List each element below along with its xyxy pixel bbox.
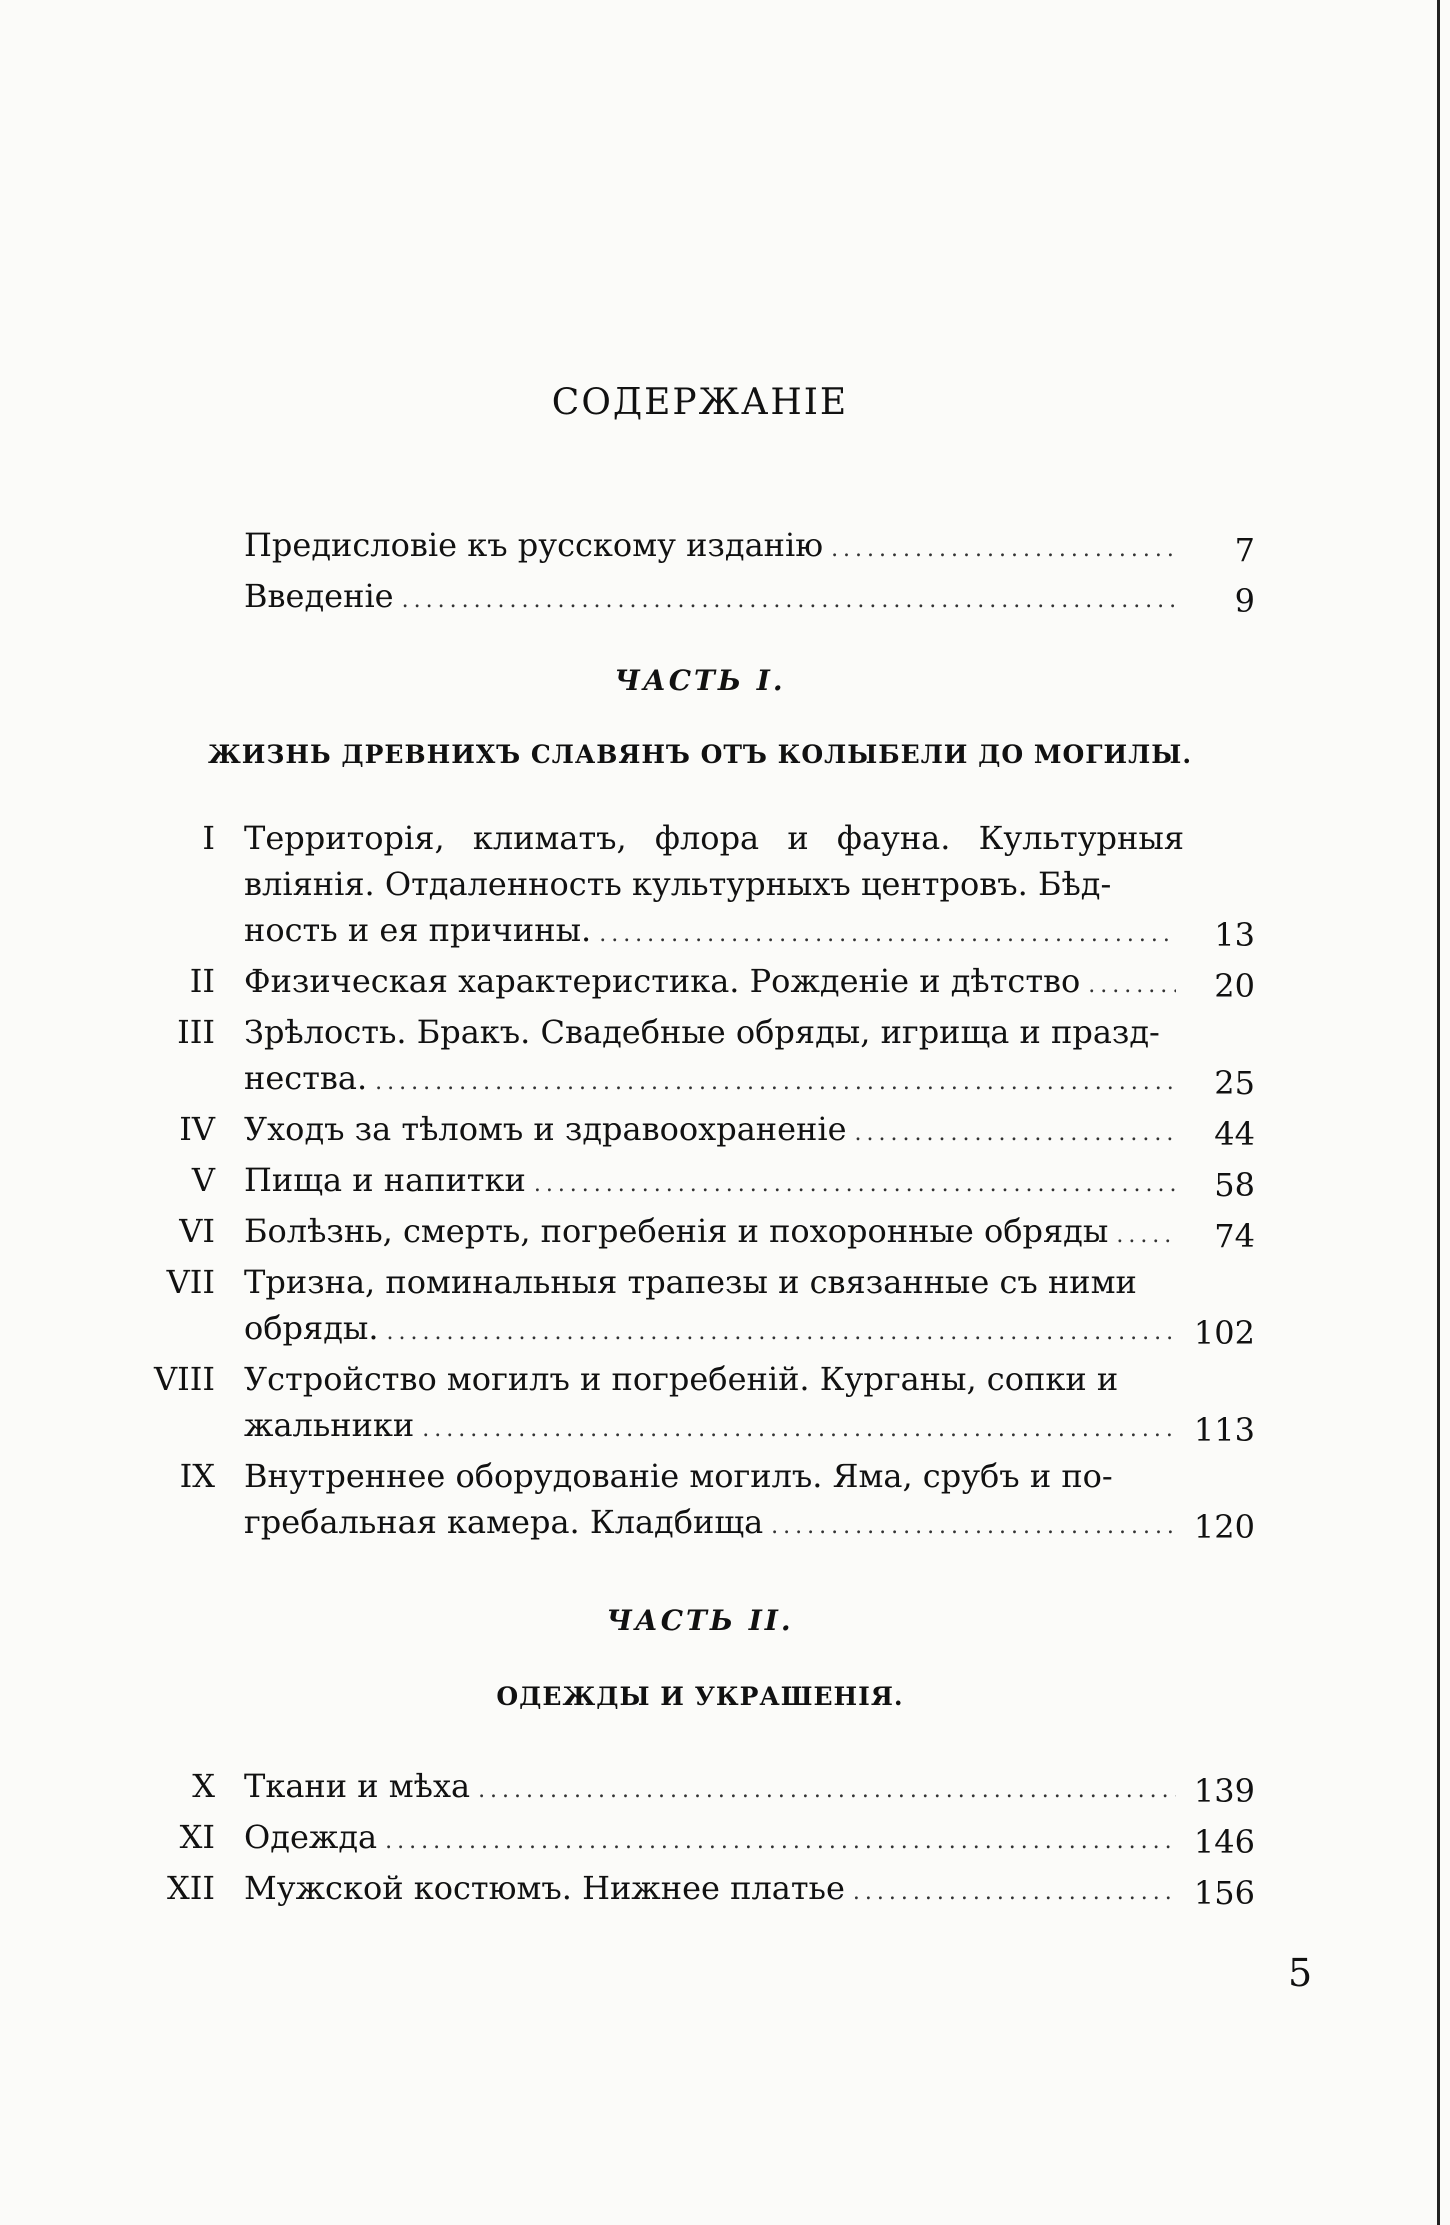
leader-dots xyxy=(853,1870,1176,1916)
chapter-number: XI xyxy=(179,1818,215,1856)
entry-page: 120 xyxy=(1193,1508,1255,1546)
toc-entry xyxy=(0,522,1450,573)
entry-label: обряды. xyxy=(244,1309,379,1347)
entry-label: Ткани и мѣха xyxy=(244,1767,471,1805)
chapter-number: IX xyxy=(179,1457,215,1495)
entry-lead-text: Устройство могилъ и погребеній. Курганы, сопки и xyxy=(244,1360,1119,1398)
toc-entry xyxy=(0,958,1450,1009)
leader-dots xyxy=(422,1407,1176,1453)
toc-entry xyxy=(0,1865,1450,1916)
entry-label: Болѣзнь, смерть, погребенія и похоронные обряды xyxy=(244,1212,1109,1250)
leader-dots xyxy=(385,1819,1176,1865)
page-number: 5 xyxy=(1288,1951,1313,1995)
toc-entry xyxy=(0,1356,1450,1453)
chapter-number: III xyxy=(177,1013,215,1051)
entry-page: 113 xyxy=(1193,1411,1255,1449)
entry-page: 74 xyxy=(1214,1217,1255,1255)
entry-label: Предисловіе къ русскому изданію xyxy=(244,526,824,564)
toc-entry xyxy=(0,1208,1450,1259)
entry-page: 25 xyxy=(1214,1064,1255,1102)
leader-dots xyxy=(831,527,1176,573)
part1-subtitle: ЖИЗНЬ ДРЕВНИХЪ СЛАВЯНЪ ОТЪ КОЛЫБЕЛИ ДО МОГИЛЫ. xyxy=(207,740,1193,769)
entry-page: 102 xyxy=(1193,1314,1255,1352)
toc-entry xyxy=(0,1259,1450,1356)
entry-page: 146 xyxy=(1193,1823,1255,1861)
chapter-number: II xyxy=(189,962,215,1000)
chapter-number: I xyxy=(202,819,215,857)
entry-label: Уходъ за тѣломъ и здравоохраненіе xyxy=(244,1110,847,1148)
part1-heading: ЧАСТЬ I. xyxy=(614,664,786,697)
page-title: СОДЕРЖАНІЕ xyxy=(551,382,849,423)
entry-label: Физическая характеристика. Рожденіе и дѣтство xyxy=(244,962,1081,1000)
chapter-number: VI xyxy=(179,1212,215,1250)
entry-page: 13 xyxy=(1214,916,1255,954)
entry-lead-text: Внутреннее оборудованіе могилъ. Яма, срубъ и по- xyxy=(244,1457,1113,1495)
toc-entry xyxy=(0,1009,1450,1106)
entry-page: 20 xyxy=(1214,967,1255,1005)
entry-lead-text: Зрѣлость. Бракъ. Свадебные обряды, игрища и празд- xyxy=(244,1013,1160,1051)
leader-dots xyxy=(402,578,1176,624)
leader-dots xyxy=(599,912,1176,958)
leader-dots xyxy=(771,1504,1176,1550)
entry-label: Пища и напитки xyxy=(244,1161,526,1199)
leader-dots xyxy=(534,1162,1176,1208)
chapter-number: IV xyxy=(179,1110,215,1148)
entry-label: жальники xyxy=(244,1406,415,1444)
toc-entry xyxy=(0,1814,1450,1865)
entry-label: Одежда xyxy=(244,1818,378,1856)
leader-dots xyxy=(478,1768,1176,1814)
chapter-number: VII xyxy=(166,1263,215,1301)
leader-dots xyxy=(855,1111,1176,1157)
front-matter-list xyxy=(0,522,1450,624)
entry-label: Введеніе xyxy=(244,577,394,615)
entry-page: 7 xyxy=(1234,531,1255,569)
chapter-number: X xyxy=(192,1767,215,1805)
chapter-number: VIII xyxy=(153,1360,215,1398)
toc-entry xyxy=(0,1763,1450,1814)
part1-chapter-list xyxy=(0,815,1450,1550)
entry-lead-text: Тризна, поминальныя трапезы и связанные съ ними xyxy=(244,1263,1137,1301)
toc-entry xyxy=(0,1453,1450,1550)
part2-chapter-list xyxy=(0,1763,1450,1916)
entry-label: нества. xyxy=(244,1059,368,1097)
entry-page: 44 xyxy=(1214,1115,1255,1153)
entry-label: гребальная камера. Кладбища xyxy=(244,1503,764,1541)
leader-dots xyxy=(1088,963,1176,1009)
leader-dots xyxy=(375,1060,1176,1106)
toc-entry xyxy=(0,1106,1450,1157)
part2-subtitle: ОДЕЖДЫ И УКРАШЕНІЯ. xyxy=(496,1682,904,1711)
entry-lead-text: Территорія, климатъ, флора и фауна. Культурныя вліянія. Отдаленность культурныхъ центровъ. Бѣд- xyxy=(244,819,1184,903)
entry-page: 139 xyxy=(1193,1772,1255,1810)
entry-page: 9 xyxy=(1234,582,1255,620)
entry-label: Мужской костюмъ. Нижнее платье xyxy=(244,1869,845,1907)
entry-page: 156 xyxy=(1193,1874,1255,1912)
entry-label: ность и ея причины. xyxy=(244,911,592,949)
chapter-number: V xyxy=(191,1161,215,1199)
toc-entry xyxy=(0,815,1450,958)
chapter-number: XII xyxy=(166,1869,215,1907)
part2-heading: ЧАСТЬ II. xyxy=(606,1604,794,1637)
entry-page: 58 xyxy=(1214,1166,1255,1204)
toc-entry xyxy=(0,1157,1450,1208)
toc-entry xyxy=(0,573,1450,624)
leader-dots xyxy=(387,1310,1176,1356)
